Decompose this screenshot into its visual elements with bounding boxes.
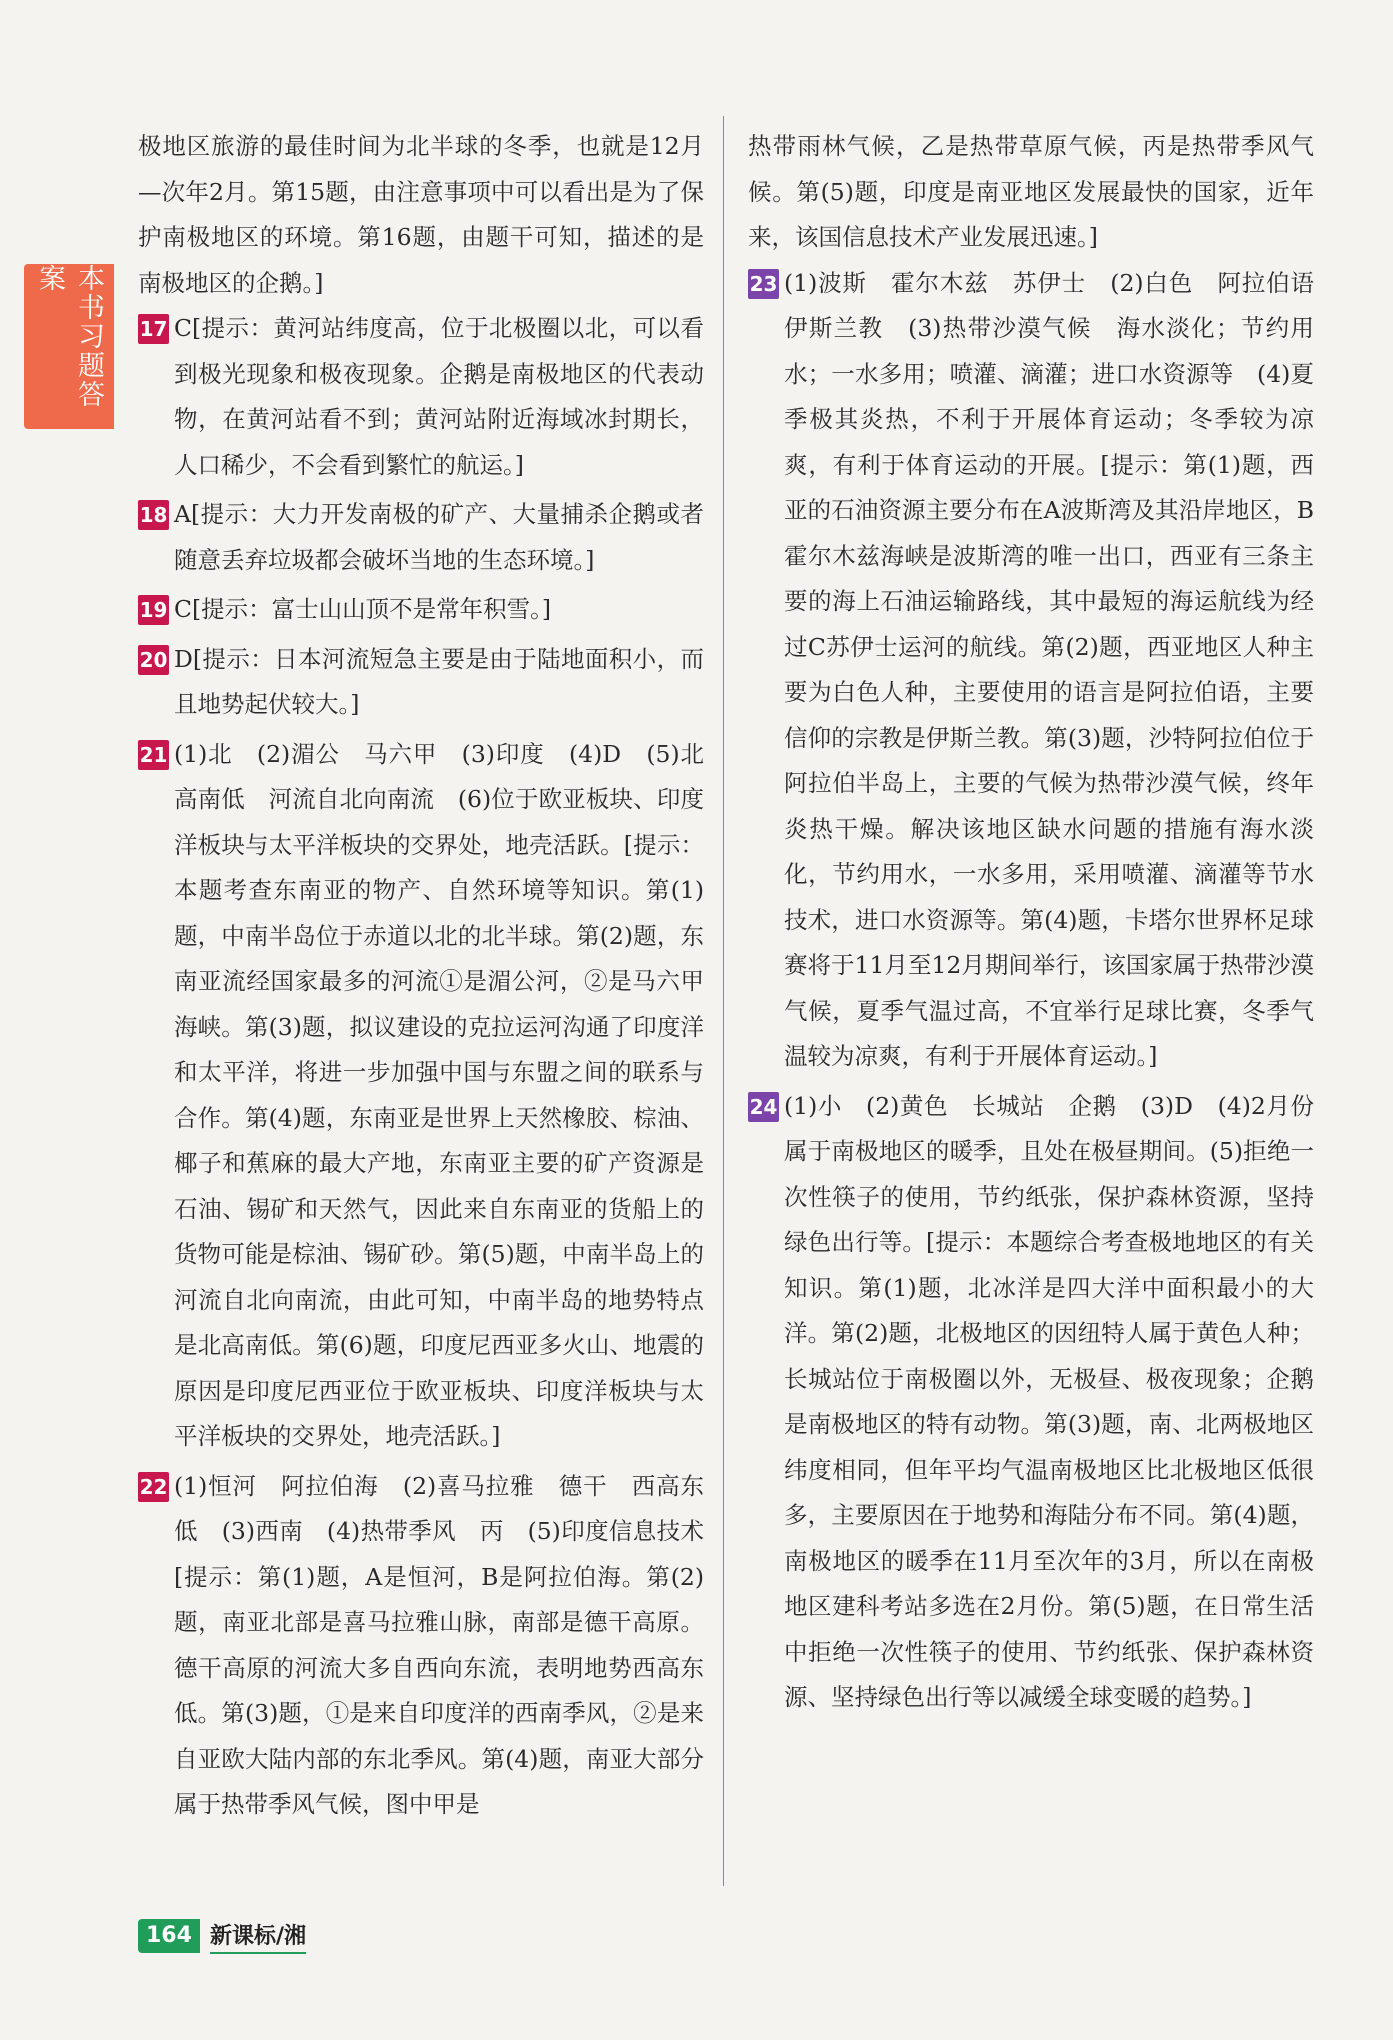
- answer-text: A[提示：大力开发南极的矿产、大量捕杀企鹅或者随意丢弃垃圾都会破坏当地的生态环境。]: [174, 500, 704, 574]
- edition-label: 新课标/湘: [210, 1919, 306, 1954]
- answer-text: (1)北 (2)湄公 马六甲 (3)印度 (4)D (5)北高南低 河流自北向南流 (6)位于欧亚板块、印度洋板块与太平洋板块的交界处，地壳活跃。[提示：本题考查东南亚的物产、自然环境等知识。第(1)题，中南半岛位于赤道以北的北半球。第(2)题，东南亚流经国家最多的河流①是湄公河，②是马六甲海峡。第(3)题，拟议建设的克拉运河沟通了印度洋和太平洋，将进一步加强中国与东盟之间的联系与合作。第(4)题，东南亚是世界上天然橡胶、棕油、椰子和蕉麻的最大产地，东南亚主要的矿产资源是石油、锡矿和天然气，因此来自东南亚的货船上的货物可能是棕油、锡矿砂。第(5)题，中南半岛上的河流自北向南流，由此可知，中南半岛的地势特点是北高南低。第(6)题，印度尼西亚多火山、地震的原因是印度尼西亚位于欧亚板块、印度洋板块与太平洋板块的交界处，地壳活跃。]: [174, 739, 704, 1450]
- left-intro: 极地区旅游的最佳时间为北半球的冬季，也就是12月—次年2月。第15题，由注意事项中可以看出是为了保护南极地区的环境。第16题，由题干可知，描述的是南极地区的企鹅。]: [138, 132, 704, 297]
- answer-23: [748, 261, 1338, 1080]
- side-tab-label: 本书习题答案: [34, 264, 104, 409]
- answer-24: [748, 1084, 1314, 1721]
- answer-18: [138, 492, 704, 583]
- question-number-badge: 24: [748, 1092, 779, 1122]
- answer-20: [138, 637, 704, 728]
- question-number-badge: 20: [138, 645, 169, 675]
- question-number-badge: 23: [748, 269, 779, 299]
- right-column: [748, 124, 1338, 1725]
- question-number-badge: 17: [138, 314, 169, 344]
- left-column: [138, 124, 704, 1832]
- question-number-badge: 19: [138, 595, 169, 625]
- answer-text: (1)波斯 霍尔木兹 苏伊士 (2)白色 阿拉伯语 伊斯兰教 (3)热带沙漠气候 海水淡化；节约用水；一水多用；喷灌、滴灌；进口水资源等 (4)夏季极其炎热，不利于开展体育运动；冬季较为凉爽，有利于体育运动的开展。[提示：第(1)题，西亚的石油资源主要分布在A波斯湾及其沿岸地区，B霍尔木兹海峡是波斯湾的唯一出口，西亚有三条主要的海上石油运输路线，其中最短的海运航线为经过C苏伊士运河的航线。第(2)题，西亚地区人种主要为白色人种，主要使用的语言是阿拉伯语，主要信仰的宗教是伊斯兰教。第(3)题，沙特阿拉伯位于阿拉伯半岛上，主要的气候为热带沙漠气候，终年炎热干燥。解决该地区缺水问题的措施有海水淡化，节约用水，一水多用，采用喷灌、滴灌等节水技术，进口水资源等。第(4)题，卡塔尔世界杯足球赛将于11月至12月期间举行，该国家属于热带沙漠气候，夏季气温过高，不宜举行足球比赛，冬季气温较为凉爽，有利于开展体育运动。]: [784, 268, 1338, 1070]
- question-number-badge: 22: [138, 1472, 169, 1502]
- page-number: 164: [138, 1919, 200, 1953]
- answer-text: (1)小 (2)黄色 长城站 企鹅 (3)D (4)2月份属于南极地区的暖季，且处在极昼期间。(5)拒绝一次性筷子的使用，节约纸张，保护森林资源，坚持绿色出行等。[提示：本题综合考查极地地区的有关知识。第(1)题，北冰洋是四大洋中面积最小的大洋。第(2)题，北极地区的因纽特人属于黄色人种；长城站位于南极圈以外，无极昼、极夜现象；企鹅是南极地区的特有动物。第(3)题，南、北两极地区纬度相同，但年平均气温南极地区比北极地区低很多，主要原因在于地势和海陆分布不同。第(4)题，南极地区的暖季在11月至次年的3月，所以在南极地区建科考站多选在2月份。第(5)题，在日常生活中拒绝一次性筷子的使用、节约纸张、保护森林资源、坚持绿色出行等以减缓全球变暖的趋势。]: [784, 1091, 1314, 1711]
- answer-text: (1)恒河 阿拉伯海 (2)喜马拉雅 德干 西高东低 (3)西南 (4)热带季风 丙 (5)印度信息技术[提示：第(1)题，A是恒河，B是阿拉伯海。第(2)题，南亚北部是喜马拉雅山脉，南部是德干高原。德干高原的河流大多自西向东流，表明地势西高东低。第(3)题，①是来自印度洋的西南季风，②是来自亚欧大陆内部的东北季风。第(4)题，南亚大部分属于热带季风气候，图中甲是: [174, 1471, 704, 1818]
- answer-text: D[提示：日本河流短急主要是由于陆地面积小，而且地势起伏较大。]: [174, 644, 704, 718]
- answer-17: [138, 306, 704, 488]
- column-divider: [723, 116, 724, 1886]
- page-footer: [138, 1916, 306, 1956]
- question-number-badge: 21: [138, 740, 169, 770]
- side-tab: [24, 264, 114, 429]
- answer-21: [138, 732, 704, 1460]
- answer-19: [138, 587, 704, 633]
- answer-22: [138, 1464, 704, 1828]
- answer-text: C[提示：黄河站纬度高，位于北极圈以北，可以看到极光现象和极夜现象。企鹅是南极地区的代表动物，在黄河站看不到；黄河站附近海域冰封期长，人口稀少，不会看到繁忙的航运。]: [174, 314, 704, 479]
- right-intro: 热带雨林气候，乙是热带草原气候，丙是热带季风气候。第(5)题，印度是南亚地区发展最快的国家，近年来，该国信息技术产业发展迅速。]: [748, 132, 1314, 251]
- answer-text: C[提示：富士山山顶不是常年积雪。]: [174, 595, 552, 623]
- question-number-badge: 18: [138, 500, 169, 530]
